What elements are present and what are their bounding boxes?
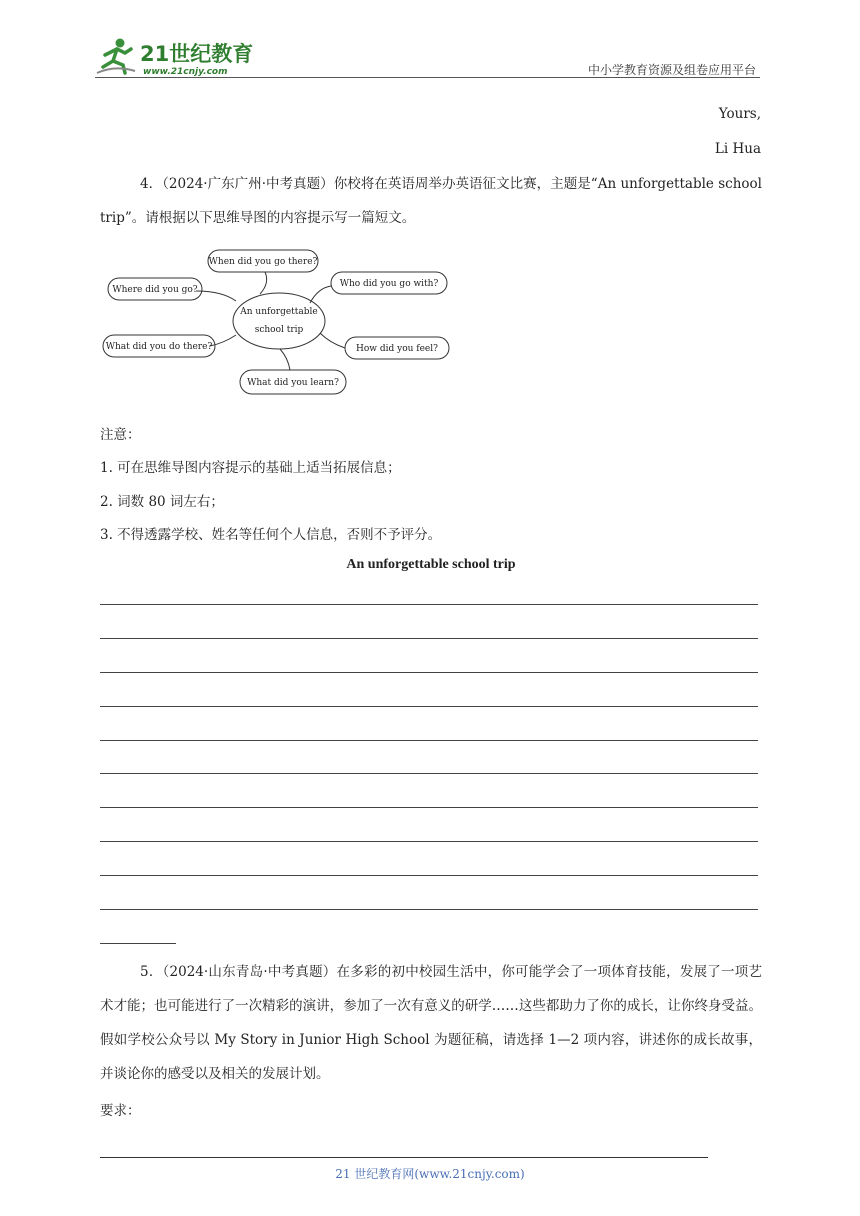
mindmap-node-when: When did you go there?: [208, 257, 318, 267]
mindmap-node-what-do: What did you do there?: [105, 342, 213, 352]
mindmap-center-line2: school trip: [254, 325, 304, 335]
note-1: 1. 可在思维导图内容提示的基础上适当拓展信息；: [100, 460, 401, 476]
writing-line[interactable]: [100, 841, 758, 842]
writing-line[interactable]: [100, 706, 758, 707]
writing-line[interactable]: [100, 740, 758, 741]
mindmap-node-who: Who did you go with?: [339, 279, 439, 289]
header-divider: [95, 77, 760, 78]
letter-closing: Yours,: [718, 106, 761, 122]
mindmap-node-feel: How did you feel?: [356, 344, 438, 354]
writing-line[interactable]: [100, 604, 758, 605]
mindmap-node-where: Where did you go?: [112, 285, 198, 295]
requirements-title: 要求：: [100, 1103, 141, 1119]
site-logo: [95, 35, 260, 77]
footer-text: 21 世纪教育网(www.21cnjy.com): [335, 1167, 525, 1181]
footer-divider: [100, 1157, 708, 1158]
writing-line[interactable]: [100, 672, 758, 673]
mind-map-diagram: [100, 243, 460, 398]
header-platform-text: 中小学教育资源及组卷应用平台: [587, 63, 756, 77]
writing-line[interactable]: [100, 807, 758, 808]
svg-text:21世纪教育: 21世纪教育: [140, 42, 254, 66]
runner-icon: [97, 39, 135, 74]
essay-title: An unforgettable school trip: [346, 557, 516, 572]
writing-line[interactable]: [100, 875, 758, 876]
question-5-prompt: 5．（2024·山东青岛·中考真题）在多彩的初中校园生活中，你可能学会了一项体育技能，发展了一项艺术才能；也可能进行了一次精彩的演讲，参加了一次有意义的研学……这些都助力了你的成长，让你终身受益。假如学校公众号以 My Story in Junior High School 为题征稿，请选择 1—2 项内容，讲述你的成长故事，并谈论你的感受以及相关的发展计划。: [100, 964, 762, 1082]
question-4-prompt: 4．（2024·广东广州·中考真题）你校将在英语周举办英语征文比赛，主题是“An unforgettable school trip”。请根据以下思维导图的内容提示写一篇短文。: [100, 176, 762, 226]
writing-line[interactable]: [100, 943, 176, 944]
note-3: 3. 不得透露学校、姓名等任何个人信息，否则不予评分。: [100, 527, 442, 543]
letter-signature: Li Hua: [714, 141, 761, 157]
writing-line[interactable]: [100, 773, 758, 774]
writing-line[interactable]: [100, 909, 758, 910]
mindmap-center-line1: An unforgettable: [240, 307, 318, 317]
mindmap-node-learn: What did you learn?: [247, 378, 339, 388]
svg-text:www.21cnjy.com: www.21cnjy.com: [143, 67, 228, 77]
notes-title: 注意：: [100, 427, 141, 443]
note-2: 2. 词数 80 词左右；: [100, 494, 224, 510]
writing-line[interactable]: [100, 638, 758, 639]
